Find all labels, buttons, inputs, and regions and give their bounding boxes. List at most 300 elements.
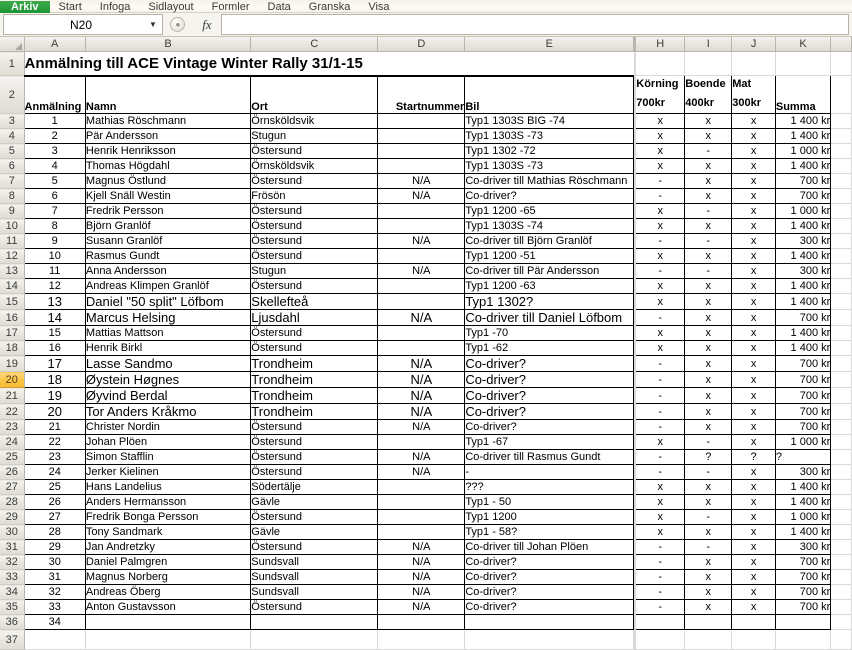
cell-k8[interactable]: 700 kr [775,189,830,204]
cell-a15[interactable]: 13 [24,294,85,310]
header-startnummer[interactable]: Startnummer [378,76,465,114]
cell-k29[interactable]: 1 000 kr [775,510,830,525]
cell-l33[interactable] [831,570,852,585]
cell-b21[interactable]: Øyvind Berdal [85,388,250,404]
cell-k18[interactable]: 1 400 kr [775,341,830,356]
cell-e9[interactable]: Typ1 1200 -65 [465,204,634,219]
cell-d4[interactable] [378,129,465,144]
cell-c31[interactable]: Östersund [251,540,378,555]
cell-a28[interactable]: 26 [24,495,85,510]
cell-a21[interactable]: 19 [24,388,85,404]
cell-i1[interactable] [685,52,732,76]
cell-i10[interactable]: x [685,219,732,234]
cell-l11[interactable] [831,234,852,249]
cell-e25[interactable]: Co-driver till Rasmus Gundt [465,450,634,465]
cell-i35[interactable]: x [685,600,732,615]
header-mat[interactable] [732,76,776,114]
cell-j13[interactable]: x [732,264,776,279]
cell-d9[interactable] [378,204,465,219]
cell-d24[interactable] [378,435,465,450]
cell-l23[interactable] [831,420,852,435]
cell-b8[interactable]: Kjell Snäll Westin [85,189,250,204]
row-header-20[interactable]: 20 [0,372,24,388]
cell-j29[interactable]: x [732,510,776,525]
cell-e29[interactable]: Typ1 1200 [465,510,634,525]
cell-a3[interactable]: 1 [24,114,85,129]
row-header-4[interactable]: 4 [0,129,24,144]
row-header-22[interactable]: 22 [0,404,24,420]
cell-h15[interactable]: x [636,294,685,310]
cell-l21[interactable] [831,388,852,404]
cell-c34[interactable]: Sundsvall [251,585,378,600]
cell-c3[interactable]: Örnsköldsvik [251,114,378,129]
cell-b35[interactable]: Anton Gustavsson [85,600,250,615]
cell-b30[interactable]: Tony Sandmark [85,525,250,540]
cell-l3[interactable] [831,114,852,129]
cell-l15[interactable] [831,294,852,310]
cell-a5[interactable]: 3 [24,144,85,159]
cell-h29[interactable]: x [636,510,685,525]
cell-a36[interactable]: 34 [24,615,85,630]
column-header-i[interactable]: I [685,37,732,52]
cell-c24[interactable]: Östersund [251,435,378,450]
cell-c22[interactable]: Trondheim [251,404,378,420]
row-header-34[interactable]: 34 [0,585,24,600]
cell-i33[interactable]: x [685,570,732,585]
cell-i11[interactable]: - [685,234,732,249]
cell-b28[interactable]: Anders Hermansson [85,495,250,510]
cell-c25[interactable]: Östersund [251,450,378,465]
cell-i12[interactable]: x [685,249,732,264]
cell-i19[interactable]: x [685,356,732,372]
cell-d32[interactable]: N/A [378,555,465,570]
cell-d20[interactable]: N/A [378,372,465,388]
cell-e14[interactable]: Typ1 1200 -63 [465,279,634,294]
cell-l30[interactable] [831,525,852,540]
row-header-33[interactable]: 33 [0,570,24,585]
cell-e26[interactable]: - [465,465,634,480]
cell-l24[interactable] [831,435,852,450]
cell-d6[interactable] [378,159,465,174]
cell-l6[interactable] [831,159,852,174]
cell-c19[interactable]: Trondheim [251,356,378,372]
cell-c37[interactable] [251,630,378,650]
cell-a37[interactable] [24,630,85,650]
row-header-29[interactable]: 29 [0,510,24,525]
cell-h37[interactable] [636,630,685,650]
cell-c28[interactable]: Gävle [251,495,378,510]
cell-h27[interactable]: x [636,480,685,495]
cell-i17[interactable]: x [685,326,732,341]
cell-i8[interactable]: x [685,189,732,204]
row-header-11[interactable]: 11 [0,234,24,249]
cell-d35[interactable]: N/A [378,600,465,615]
cell-a16[interactable]: 14 [24,310,85,326]
cell-a35[interactable]: 33 [24,600,85,615]
cell-b25[interactable]: Simon Stafflin [85,450,250,465]
cell-c20[interactable]: Trondheim [251,372,378,388]
cell-b14[interactable]: Andreas Klimpen Granlöf [85,279,250,294]
cell-d34[interactable]: N/A [378,585,465,600]
cell-e16[interactable]: Co-driver till Daniel Löfbom [465,310,634,326]
cell-d33[interactable]: N/A [378,570,465,585]
row-header-30[interactable]: 30 [0,525,24,540]
cell-k23[interactable]: 700 kr [775,420,830,435]
cell-d19[interactable]: N/A [378,356,465,372]
cell-c27[interactable]: Södertälje [251,480,378,495]
cell-k36[interactable] [775,615,830,630]
row-header-24[interactable]: 24 [0,435,24,450]
cell-k3[interactable]: 1 400 kr [775,114,830,129]
cell-b36[interactable] [85,615,250,630]
cell-j27[interactable]: x [732,480,776,495]
cell-e6[interactable]: Typ1 1303S -73 [465,159,634,174]
cell-h3[interactable]: x [636,114,685,129]
cell-j32[interactable]: x [732,555,776,570]
cell-i32[interactable]: x [685,555,732,570]
cell-h14[interactable]: x [636,279,685,294]
cell-j25[interactable]: ? [732,450,776,465]
cell-i25[interactable]: ? [685,450,732,465]
cell-i15[interactable]: x [685,294,732,310]
row-header-18[interactable]: 18 [0,341,24,356]
row-header-12[interactable]: 12 [0,249,24,264]
cell-h4[interactable]: x [636,129,685,144]
cell-b33[interactable]: Magnus Norberg [85,570,250,585]
cell-e10[interactable]: Typ1 1303S -74 [465,219,634,234]
cell-h1[interactable] [636,52,685,76]
header-korning[interactable] [636,76,685,114]
select-all-corner[interactable] [0,37,24,52]
cell-c4[interactable]: Stugun [251,129,378,144]
cell-i31[interactable]: - [685,540,732,555]
cell-b27[interactable]: Hans Landelius [85,480,250,495]
cell-a14[interactable]: 12 [24,279,85,294]
cell-j36[interactable] [732,615,776,630]
cell-b20[interactable]: Øystein Høgnes [85,372,250,388]
cell-i37[interactable] [685,630,732,650]
cell-h34[interactable]: - [636,585,685,600]
cell-k35[interactable]: 700 kr [775,600,830,615]
column-header-b[interactable]: B [85,37,250,52]
ribbon-tab-start[interactable]: Start [58,1,82,13]
cell-j17[interactable]: x [732,326,776,341]
cell-d23[interactable]: N/A [378,420,465,435]
name-box[interactable] [3,14,163,35]
cell-k5[interactable]: 1 000 kr [775,144,830,159]
cell-h16[interactable]: - [636,310,685,326]
spreadsheet-grid[interactable] [0,37,852,646]
row-header-19[interactable]: 19 [0,356,24,372]
cell-l25[interactable] [831,450,852,465]
cell-d15[interactable] [378,294,465,310]
cell-d3[interactable] [378,114,465,129]
cell-k17[interactable]: 1 400 kr [775,326,830,341]
cell-i26[interactable]: - [685,465,732,480]
row-header-23[interactable]: 23 [0,420,24,435]
cell-j5[interactable]: x [732,144,776,159]
row-header-17[interactable]: 17 [0,326,24,341]
cell-c6[interactable]: Örnsköldsvik [251,159,378,174]
cell-b29[interactable]: Fredrik Bonga Persson [85,510,250,525]
ribbon-tab-arkiv[interactable]: Arkiv [0,1,50,14]
cell-k28[interactable]: 1 400 kr [775,495,830,510]
cell-d7[interactable]: N/A [378,174,465,189]
cell-d17[interactable] [378,326,465,341]
cell-j11[interactable]: x [732,234,776,249]
column-header-d[interactable]: D [378,37,465,52]
header-ort[interactable]: Ort [251,76,378,114]
cell-e24[interactable]: Typ1 -67 [465,435,634,450]
cell-e31[interactable]: Co-driver till Johan Plöen [465,540,634,555]
cell-d13[interactable]: N/A [378,264,465,279]
cell-h13[interactable]: - [636,264,685,279]
header-anmalning[interactable]: Anmälning [24,76,85,114]
cell-h23[interactable]: - [636,420,685,435]
cell-c8[interactable]: Frösön [251,189,378,204]
cell-b32[interactable]: Daniel Palmgren [85,555,250,570]
cell-b18[interactable]: Henrik Birkl [85,341,250,356]
row-header-25[interactable]: 25 [0,450,24,465]
row-header-31[interactable]: 31 [0,540,24,555]
fx-icon[interactable]: fx [202,16,212,32]
cell-k24[interactable]: 1 000 kr [775,435,830,450]
cell-k30[interactable]: 1 400 kr [775,525,830,540]
cell-l13[interactable] [831,264,852,279]
cell-l1[interactable] [831,52,852,76]
cell-i7[interactable]: x [685,174,732,189]
cell-e30[interactable]: Typ1 - 58? [465,525,634,540]
cell-l2[interactable] [831,76,852,114]
cell-l36[interactable] [831,615,852,630]
cell-h31[interactable]: - [636,540,685,555]
cell-i36[interactable] [685,615,732,630]
cell-h21[interactable]: - [636,388,685,404]
cell-l8[interactable] [831,189,852,204]
cell-i13[interactable]: - [685,264,732,279]
cell-j12[interactable]: x [732,249,776,264]
cell-d14[interactable] [378,279,465,294]
cell-l16[interactable] [831,310,852,326]
cell-d28[interactable] [378,495,465,510]
cell-c30[interactable]: Gävle [251,525,378,540]
cell-k33[interactable]: 700 kr [775,570,830,585]
cell-a10[interactable]: 8 [24,219,85,234]
cell-b26[interactable]: Jerker Kielinen [85,465,250,480]
cell-a29[interactable]: 27 [24,510,85,525]
row-header-2[interactable]: 2 [0,76,24,114]
column-header-c[interactable]: C [251,37,378,52]
cell-l12[interactable] [831,249,852,264]
cell-h26[interactable]: - [636,465,685,480]
cell-e13[interactable]: Co-driver till Pär Andersson [465,264,634,279]
cell-b24[interactable]: Johan Plöen [85,435,250,450]
row-header-36[interactable]: 36 [0,615,24,630]
ribbon-tab-data[interactable]: Data [267,1,291,13]
cell-c14[interactable]: Östersund [251,279,378,294]
cell-e34[interactable]: Co-driver? [465,585,634,600]
row-header-35[interactable]: 35 [0,600,24,615]
cell-j26[interactable]: x [732,465,776,480]
cell-j18[interactable]: x [732,341,776,356]
cell-c33[interactable]: Sundsvall [251,570,378,585]
cell-b13[interactable]: Anna Andersson [85,264,250,279]
cell-k37[interactable] [775,630,830,650]
cell-j22[interactable]: x [732,404,776,420]
row-header-1[interactable]: 1 [0,52,24,76]
cell-l28[interactable] [831,495,852,510]
cell-j34[interactable]: x [732,585,776,600]
cell-h12[interactable]: x [636,249,685,264]
cell-k15[interactable]: 1 400 kr [775,294,830,310]
cell-e3[interactable]: Typ1 1303S BIG -74 [465,114,634,129]
cell-c9[interactable]: Östersund [251,204,378,219]
cell-j21[interactable]: x [732,388,776,404]
cell-i16[interactable]: x [685,310,732,326]
cell-a11[interactable]: 9 [24,234,85,249]
cell-e17[interactable]: Typ1 -70 [465,326,634,341]
cell-a18[interactable]: 16 [24,341,85,356]
cell-i29[interactable]: - [685,510,732,525]
cell-i20[interactable]: x [685,372,732,388]
row-header-28[interactable]: 28 [0,495,24,510]
cell-a4[interactable]: 2 [24,129,85,144]
ribbon-tab-granska[interactable]: Granska [308,1,351,13]
cell-d22[interactable]: N/A [378,404,465,420]
cell-d25[interactable]: N/A [378,450,465,465]
cell-k20[interactable]: 700 kr [775,372,830,388]
cell-h8[interactable]: - [636,189,685,204]
cell-j15[interactable]: x [732,294,776,310]
cell-i28[interactable]: x [685,495,732,510]
column-header-a[interactable]: A [24,37,85,52]
cell-c17[interactable]: Östersund [251,326,378,341]
cell-j20[interactable]: x [732,372,776,388]
cell-k27[interactable]: 1 400 kr [775,480,830,495]
cell-b34[interactable]: Andreas Öberg [85,585,250,600]
formula-input[interactable] [221,14,849,35]
cell-j10[interactable]: x [732,219,776,234]
cell-c36[interactable] [251,615,378,630]
row-header-32[interactable]: 32 [0,555,24,570]
cell-h11[interactable]: - [636,234,685,249]
cell-j24[interactable]: x [732,435,776,450]
cell-i4[interactable]: x [685,129,732,144]
cell-k34[interactable]: 700 kr [775,585,830,600]
cell-l18[interactable] [831,341,852,356]
cell-i21[interactable]: x [685,388,732,404]
cell-b23[interactable]: Christer Nordin [85,420,250,435]
cell-e4[interactable]: Typ1 1303S -73 [465,129,634,144]
cell-k7[interactable]: 700 kr [775,174,830,189]
row-header-13[interactable]: 13 [0,264,24,279]
row-header-21[interactable]: 21 [0,388,24,404]
cell-l5[interactable] [831,144,852,159]
cell-h30[interactable]: x [636,525,685,540]
cell-b11[interactable]: Susann Granlöf [85,234,250,249]
cell-l9[interactable] [831,204,852,219]
cell-h6[interactable]: x [636,159,685,174]
cell-k25[interactable]: ? [775,450,830,465]
cell-h28[interactable]: x [636,495,685,510]
cell-b10[interactable]: Björn Granlöf [85,219,250,234]
cell-k16[interactable]: 700 kr [775,310,830,326]
row-header-6[interactable]: 6 [0,159,24,174]
cell-i22[interactable]: x [685,404,732,420]
cell-d12[interactable] [378,249,465,264]
cell-e8[interactable]: Co-driver? [465,189,634,204]
cell-i23[interactable]: x [685,420,732,435]
cell-i18[interactable]: x [685,341,732,356]
cell-c5[interactable]: Östersund [251,144,378,159]
ribbon-tab-formler[interactable]: Formler [211,1,250,13]
cell-j9[interactable]: x [732,204,776,219]
cell-e7[interactable]: Co-driver till Mathias Röschmann [465,174,634,189]
cell-a6[interactable]: 4 [24,159,85,174]
cell-d8[interactable]: N/A [378,189,465,204]
cell-e21[interactable]: Co-driver? [465,388,634,404]
cell-d30[interactable] [378,525,465,540]
cell-j28[interactable]: x [732,495,776,510]
ribbon-tab-visa[interactable]: Visa [368,1,390,13]
cell-k11[interactable]: 300 kr [775,234,830,249]
cell-h32[interactable]: - [636,555,685,570]
cell-a17[interactable]: 15 [24,326,85,341]
cell-a23[interactable]: 21 [24,420,85,435]
cell-i14[interactable]: x [685,279,732,294]
cell-a26[interactable]: 24 [24,465,85,480]
cell-j16[interactable]: x [732,310,776,326]
cell-a9[interactable]: 7 [24,204,85,219]
cell-a31[interactable]: 29 [24,540,85,555]
cell-l27[interactable] [831,480,852,495]
cell-h22[interactable]: - [636,404,685,420]
cell-a19[interactable]: 17 [24,356,85,372]
column-header-j[interactable]: J [732,37,776,52]
cell-k14[interactable]: 1 400 kr [775,279,830,294]
cell-l17[interactable] [831,326,852,341]
row-header-37[interactable]: 37 [0,630,24,650]
cell-j7[interactable]: x [732,174,776,189]
cell-e20[interactable]: Co-driver? [465,372,634,388]
cell-e32[interactable]: Co-driver? [465,555,634,570]
cell-e36[interactable] [465,615,634,630]
column-header-h[interactable]: H [636,37,685,52]
cell-b9[interactable]: Fredrik Persson [85,204,250,219]
cell-l35[interactable] [831,600,852,615]
cell-d36[interactable] [378,615,465,630]
row-header-26[interactable]: 26 [0,465,24,480]
cell-b31[interactable]: Jan Andretzky [85,540,250,555]
cell-c12[interactable]: Östersund [251,249,378,264]
header-summa[interactable]: Summa [775,76,830,114]
cell-e37[interactable] [465,630,634,650]
cell-a20[interactable]: 18 [24,372,85,388]
cell-k9[interactable]: 1 000 kr [775,204,830,219]
cell-a24[interactable]: 22 [24,435,85,450]
cell-d26[interactable]: N/A [378,465,465,480]
cell-k22[interactable]: 700 kr [775,404,830,420]
cell-h18[interactable]: x [636,341,685,356]
cell-d10[interactable] [378,219,465,234]
cell-h10[interactable]: x [636,219,685,234]
cell-k10[interactable]: 1 400 kr [775,219,830,234]
header-namn[interactable]: Namn [85,76,250,114]
cell-k19[interactable]: 700 kr [775,356,830,372]
cell-l29[interactable] [831,510,852,525]
cell-c18[interactable]: Östersund [251,341,378,356]
cell-j6[interactable]: x [732,159,776,174]
